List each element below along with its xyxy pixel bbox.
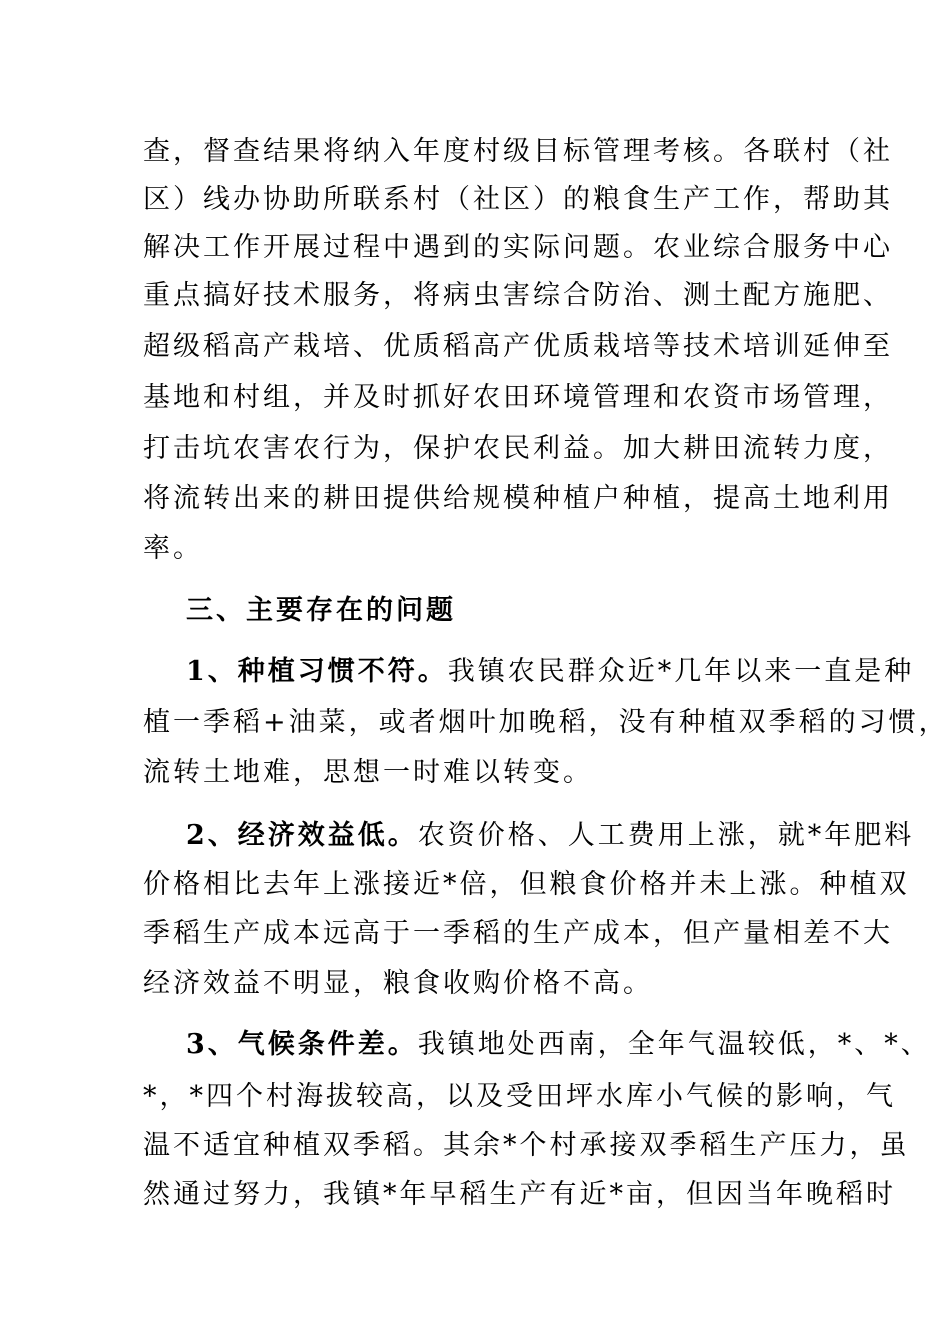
item-3-text: 我镇地处西南，全年气温较低，*、*、	[417, 1029, 931, 1060]
item-3-title: 3、气候条件差。	[186, 1029, 418, 1060]
paragraph-line: 流转土地难，思想一时难以转变。	[143, 757, 593, 788]
paragraph-line: 打击坑农害农行为，保护农民利益。加大耕田流转力度，	[143, 433, 893, 464]
paragraph-line: 将流转出来的耕田提供给规模种植户种植，提高土地利用	[143, 483, 893, 514]
paragraph-line: 经济效益不明显，粮食收购价格不高。	[143, 968, 653, 999]
paragraph-line: 查，督查结果将纳入年度村级目标管理考核。各联村（社	[143, 136, 893, 167]
paragraph-line: 超级稻高产栽培、优质稻高产优质栽培等技术培训延伸至	[143, 331, 893, 362]
paragraph-line: 温不适宜种植双季稻。其余*个村承接双季稻生产压力，虽	[143, 1130, 910, 1161]
section-heading: 三、主要存在的问题	[186, 595, 456, 626]
paragraph-line: 率。	[143, 533, 203, 564]
item-1-text: 我镇农民群众近*几年以来一直是种	[447, 656, 915, 687]
item-2-text: 农资价格、人工费用上涨，就*年肥料	[417, 820, 915, 851]
item-1-first-line	[186, 650, 915, 694]
paragraph-line: *，*四个村海拔较高，以及受田坪水库小气候的影响，气	[143, 1081, 896, 1112]
paragraph-line: 价格相比去年上涨接近*倍，但粮食价格并未上涨。种植双	[143, 869, 910, 900]
paragraph-line: 解决工作开展过程中遇到的实际问题。农业综合服务中心	[143, 232, 893, 263]
item-3-first-line	[186, 1023, 931, 1067]
paragraph-line: 区）线办协助所联系村（社区）的粮食生产工作，帮助其	[143, 184, 893, 215]
paragraph-line: 然通过努力，我镇*年早稻生产有近*亩，但因当年晚稻时	[143, 1179, 896, 1210]
paragraph-line: 植一季稻+油菜，或者烟叶加晚稻，没有种植双季稻的习惯，	[143, 707, 949, 738]
paragraph-line: 季稻生产成本远高于一季稻的生产成本，但产量相差不大	[143, 918, 893, 949]
paragraph-line: 重点搞好技术服务，将病虫害综合防治、测土配方施肥、	[143, 280, 893, 311]
paragraph-line: 基地和村组，并及时抓好农田环境管理和农资市场管理，	[143, 382, 893, 413]
item-1-title: 1、种植习惯不符。	[186, 656, 448, 687]
item-2-title: 2、经济效益低。	[186, 820, 418, 851]
item-2-first-line	[186, 814, 915, 858]
